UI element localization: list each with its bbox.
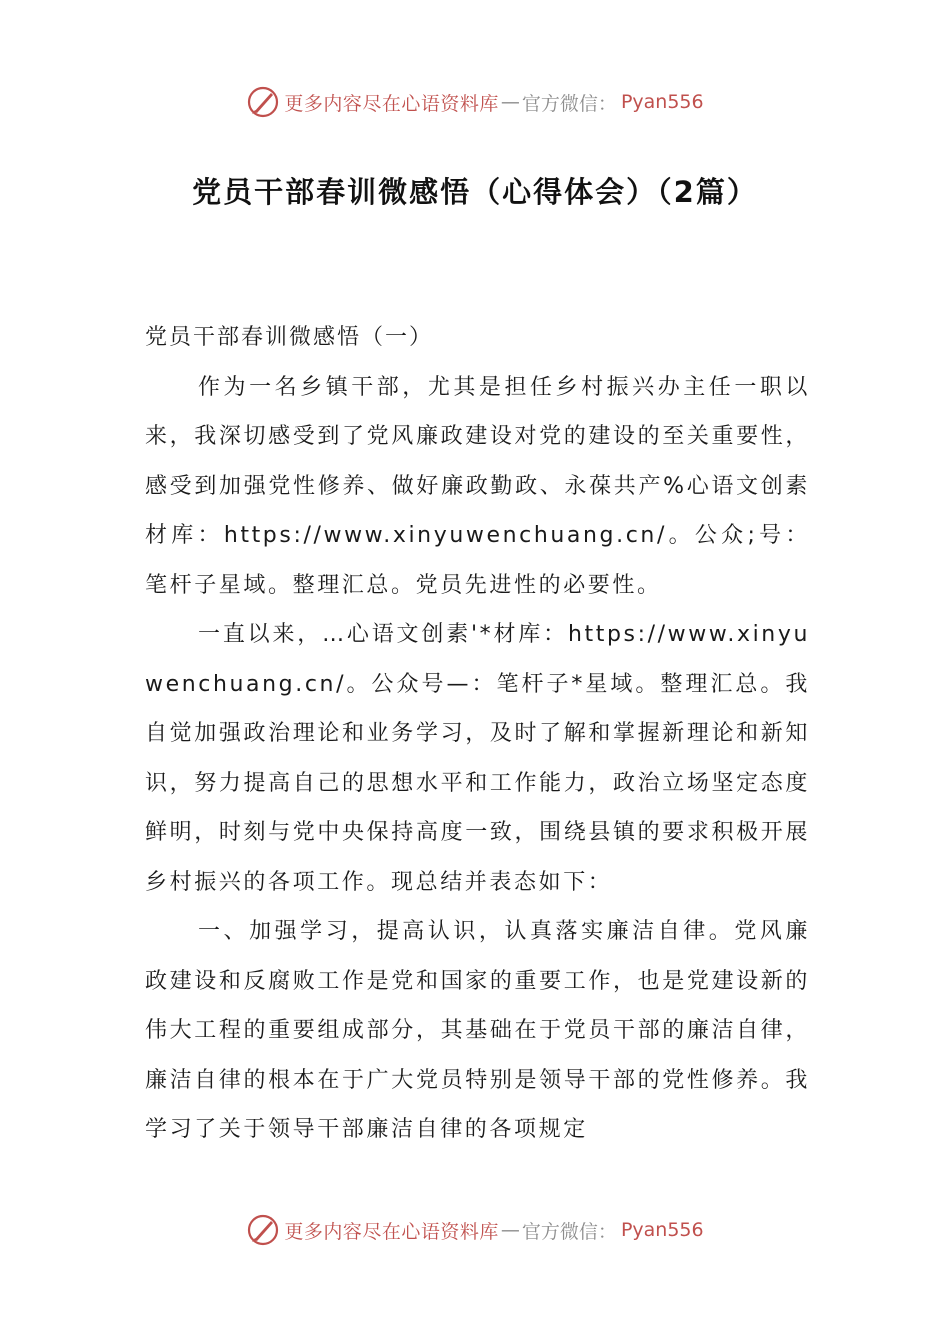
quill-pen-icon [246,85,280,119]
document-body [145,313,810,1155]
watermark-text: 更多内容尽在心语资料库 [284,92,499,115]
watermark-wechat-label: 官方微信： [521,92,617,115]
watermark-separator: — [500,1219,520,1241]
watermark-wechat-label: 官方微信： [521,1220,617,1243]
watermark-separator: — [500,91,520,113]
watermark-wechat-id: Pyan556 [620,91,704,113]
header-watermark [0,82,950,122]
footer-watermark [0,1210,950,1250]
watermark-text: 更多内容尽在心语资料库 [284,1220,499,1243]
document-title: 党员干部春训微感悟（心得体会）（2篇） [192,175,758,209]
paragraph: 一直以来，…心语文创素'*材库：https://www.xinyuwenchuang.cn/。公众号—：笔杆子*星域。整理汇总。我自觉加强政治理论和业务学习，及时了解和掌握新理论和新知识，努力提高自己的思想水平和工作能力，政治立场坚定态度鲜明，时刻与党中央保持高度一致，围绕县镇的要求积极开展乡村振兴的各项工作。现总结并表态如下： [145,622,810,895]
quill-pen-icon [246,1213,280,1247]
section-heading: 党员干部春训微感悟（一） [145,325,434,350]
paragraph: 一、加强学习，提高认识，认真落实廉洁自律。党风廉政建设和反腐败工作是党和国家的重要工作，也是党建设新的伟大工程的重要组成部分，其基础在于党员干部的廉洁自律，廉洁自律的根本在于广大党员特别是领导干部的党性修养。我学习了关于领导干部廉洁自律的各项规定 [145,919,810,1142]
paragraph: 作为一名乡镇干部，尤其是担任乡村振兴办主任一职以来，我深切感受到了党风廉政建设对党的建设的至关重要性，感受到加强党性修养、做好廉政勤政、永葆共产%心语文创素材库：https://www.xinyuwenchuang.cn/。公众;号：笔杆子星域。整理汇总。党员先进性的必要性。 [145,374,810,598]
watermark-wechat-id: Pyan556 [620,1219,704,1241]
